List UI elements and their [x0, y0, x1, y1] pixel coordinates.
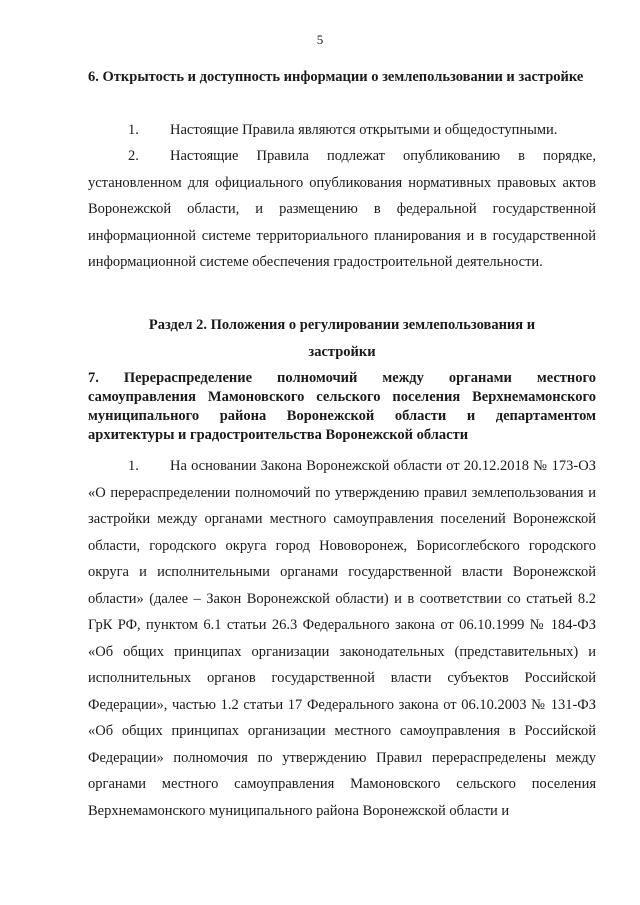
- item-text: На основании Закона Воронежской области от 20.12.2018 № 173-ОЗ «О перераспределении полномочий по утверждению правил землепользования и застройки между органами местного самоуправления поселений Воронежской области, городского округа город Нововоронеж, Борисоглебского городского округа и исполнительными органами государственной власти Воронежской области» (далее – Закон Воронежской области) и в соответствии со статьей 8.2 ГрК РФ, пунктом 6.1 статьи 26.3 Федерального закона от 06.10.1999 № 184-ФЗ «Об общих принципах организации законодательных (представительных) и исполнительных органов государственной власти субъектов Российской Федерации», частью 1.2 статьи 17 Федерального закона от 06.10.2003 № 131-ФЗ «Об общих принципах организации местного самоуправления в Российской Федерации» полномочия по утверждению Правил перераспределены между органами местного самоуправления Мамоновского сельского поселения Верхнемамонского муниципального района Воронежской области и: [88, 458, 596, 819]
- section-6-item-2: [88, 143, 596, 276]
- section-6-item-1: [88, 117, 596, 144]
- item-number: 1.: [128, 122, 139, 138]
- section-7-item-1: [88, 453, 596, 824]
- item-text: Настоящие Правила подлежат опубликованию в порядке, установленном для официального опубликования нормативных правовых актов Воронежской области, и размещению в федеральной государственной информационной системе территориального планирования и в государственной информационной системе обеспечения градостроительной деятельности.: [88, 148, 596, 270]
- item-text: Настоящие Правила являются открытыми и общедоступными.: [170, 122, 558, 138]
- section-6-heading: 6. Открытость и доступность информации о землепользовании и застройке: [88, 69, 584, 85]
- section-7-heading: 7. Перераспределение полномочий между органами местного самоуправления Мамоновского сельского поселения Верхнемамонского муниципального района Воронежской области и департаментом архитектуры и градостроительства Воронежской области: [88, 370, 596, 443]
- item-number: 1.: [128, 458, 139, 474]
- part-2-heading-line-1: Раздел 2. Положения о регулировании землепользования и: [148, 317, 536, 333]
- part-2-heading-line-2: застройки: [308, 344, 376, 360]
- item-number: 2.: [128, 148, 139, 164]
- page-number: 5: [316, 32, 324, 47]
